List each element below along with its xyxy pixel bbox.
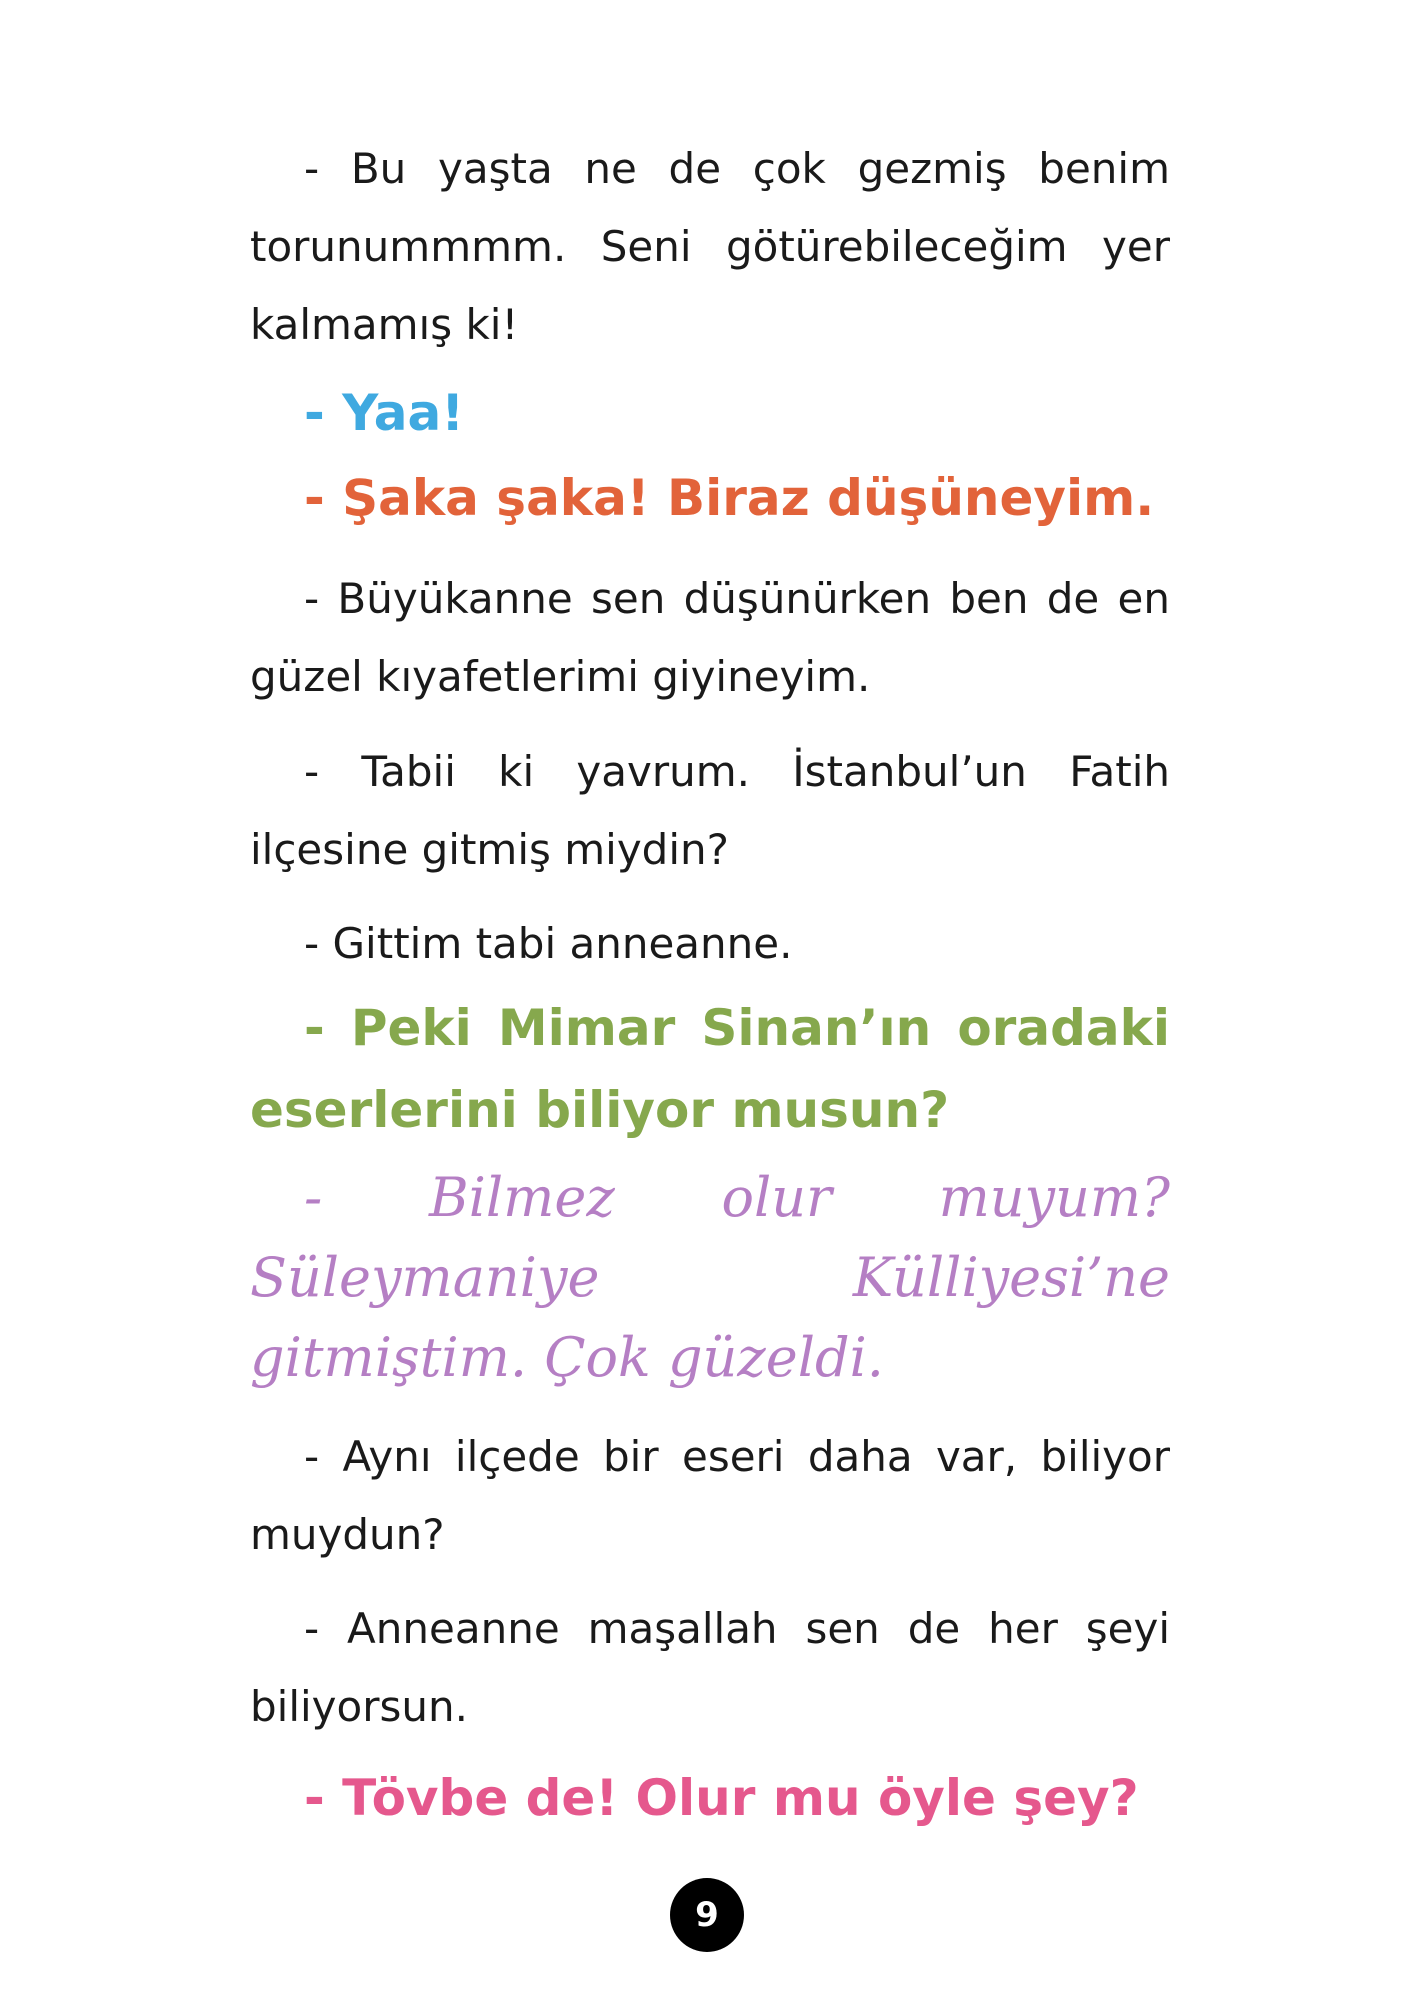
- paragraph-tovbe: - Tövbe de! Olur mu öyle şey?: [304, 1769, 1139, 1827]
- paragraph-masallah: - Anneanne maşallah sen de her şeyi biliyorsun.: [250, 1604, 1170, 1731]
- paragraph-mimar-sinan: - Peki Mimar Sinan’ın oradaki eserlerini biliyor musun?: [250, 999, 1170, 1139]
- paragraph-saka: - Şaka şaka! Biraz düşüneyim.: [304, 469, 1155, 527]
- paragraph-grandmother-travel: - Bu yaşta ne de çok gezmiş benim torunummmm. Seni götürebileceğim yer kalmamış ki!: [250, 144, 1170, 349]
- paragraph-gittim: - Gittim tabi anneanne.: [304, 919, 793, 968]
- paragraph-buyukanne: - Büyükanne sen düşünürken ben de en güzel kıyafetlerimi giyineyim.: [250, 574, 1170, 701]
- paragraph-yaa: - Yaa!: [304, 384, 465, 442]
- paragraph-suleymaniye: - Bilmez olur muyum? Süleymaniye Külliyesi’ne gitmiştim. Çok güzeldi.: [250, 1166, 1170, 1389]
- paragraph-ayni-ilce: - Aynı ilçede bir eseri daha var, biliyor muydun?: [250, 1432, 1170, 1559]
- page-number-badge: 9: [670, 1878, 744, 1952]
- paragraph-fatih: - Tabii ki yavrum. İstanbul’un Fatih ilçesine gitmiş miydin?: [250, 747, 1170, 874]
